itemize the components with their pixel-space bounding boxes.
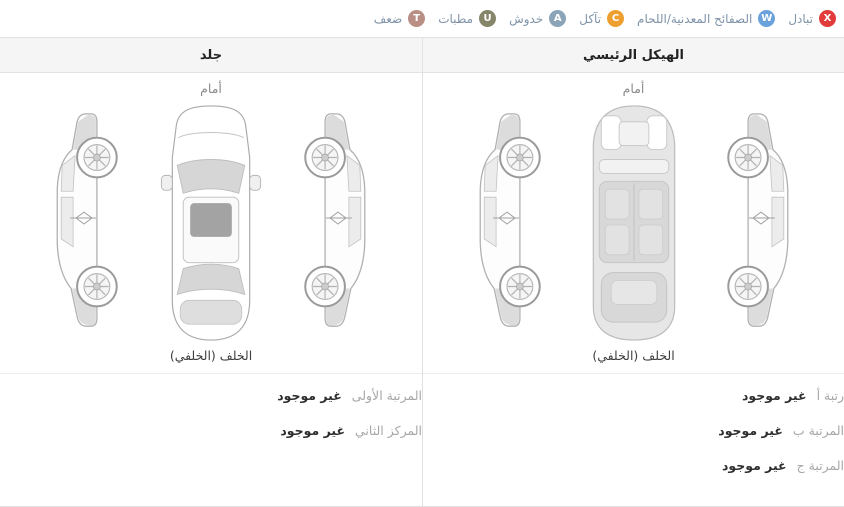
legend-label-exchange: تبادل (788, 11, 813, 26)
status-rows (423, 374, 844, 483)
legend-label-corrosion: تآكل (579, 11, 602, 26)
header-skin: جلد (199, 47, 223, 63)
legend-item-dents (438, 10, 496, 27)
status-row-rank-c (489, 448, 844, 483)
rank-status: غير موجود (718, 423, 783, 438)
rear-label: الخلف (الخلفي) (169, 348, 253, 363)
damage-code-c-badge: C (607, 10, 624, 27)
rank-label: المرتبة ج (796, 458, 844, 473)
rank-label: رتبة أ (816, 388, 844, 403)
damage-legend (0, 0, 844, 37)
front-label: أمام (622, 81, 645, 96)
damage-code-u-badge: U (479, 10, 496, 27)
rank-label: المركز الثاني (355, 423, 422, 438)
panel-main-structure (422, 73, 844, 506)
legend-item-weakness (374, 10, 425, 27)
legend-item-scratches (509, 10, 566, 27)
legend-label-welding: الصفائح المعدنية/اللحام (637, 11, 753, 26)
damage-code-a-badge: A (549, 10, 566, 27)
status-rows (0, 374, 422, 448)
rank-status: غير موجود (280, 423, 345, 438)
status-row-rank-a (489, 378, 844, 413)
damage-code-w-badge: W (758, 10, 775, 27)
rank-label: المرتبة الأولى (351, 388, 422, 403)
legend-label-weakness: ضعف (373, 11, 403, 26)
legend-item-exchange (788, 10, 836, 27)
status-row-rank-2 (98, 413, 422, 448)
damage-code-x-badge: X (819, 10, 836, 27)
rank-status: غير موجود (721, 458, 787, 473)
rank-status: غير موجود (741, 388, 807, 403)
status-row-rank-1 (98, 378, 422, 413)
car-diagram-underbody (444, 98, 824, 348)
rear-label: الخلف (الخلفي) (592, 348, 675, 363)
legend-label-scratches: خدوش (509, 11, 544, 26)
panel-skin (0, 73, 422, 506)
front-label: أمام (200, 81, 222, 96)
status-row-rank-b (489, 413, 844, 448)
header-main-structure: الهيكل الرئيسي (422, 38, 844, 72)
damage-code-t-badge: T (408, 10, 425, 27)
rank-status: غير موجود (277, 388, 342, 403)
legend-item-corrosion (579, 10, 624, 27)
report-columns (0, 73, 844, 506)
legend-label-dents: مطبات (438, 11, 474, 26)
section-headers (0, 37, 844, 73)
car-diagram-top-view (21, 98, 401, 348)
legend-item-welding (637, 10, 775, 27)
rank-label: المرتبة ب (792, 423, 844, 438)
